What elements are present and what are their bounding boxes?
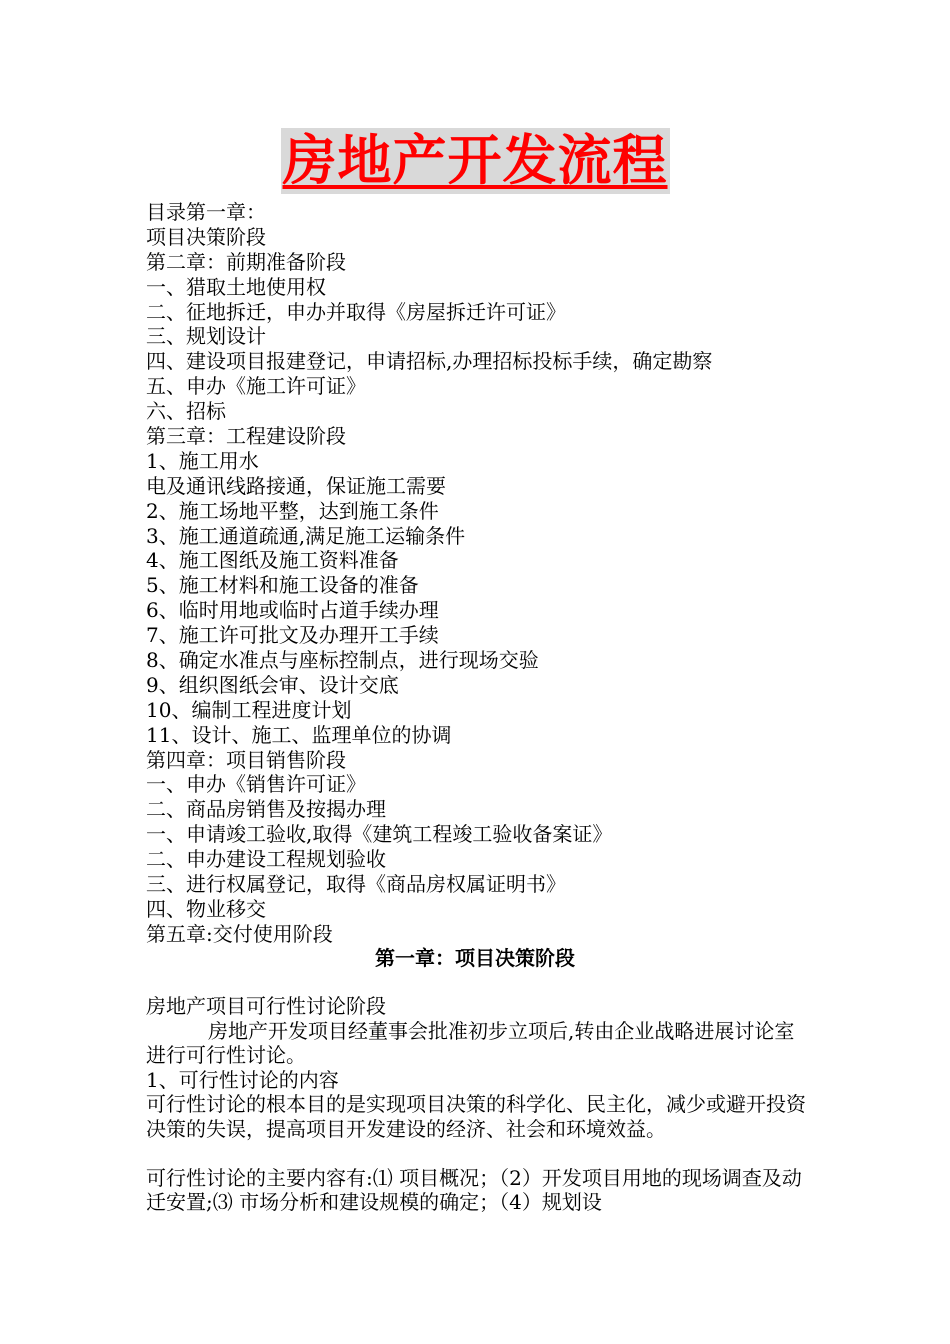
toc-line: 二、征地拆迁，申办并取得《房屋拆迁许可证》 [146,299,566,324]
purpose-paragraph: 可行性讨论的根本目的是实现项目决策的科学化、民主化，减少或避开投资决策的失误，提高项目开发建设的经济、社会和环境效益。 [146,1092,806,1141]
paragraph-gap [146,1141,814,1166]
chapter-heading: 第一章：项目决策阶段 [375,946,575,970]
toc-line: 第四章：项目销售阶段 [146,747,346,772]
document-title: 房地产开发流程 [282,129,668,192]
title-block [0,128,950,194]
toc-line: 一、申请竣工验收,取得《建筑工程竣工验收备案证》 [146,822,613,847]
toc-line: 电及通讯线路接通，保证施工需要 [146,473,446,498]
toc-line: 4、施工图纸及施工资料准备 [146,548,399,573]
toc-line: 五、申办《施工许可证》 [146,374,366,399]
contents-paragraph: 可行性讨论的主要内容有:⑴ 项目概况；（2）开发项目用地的现场调查及动迁安置;⑶ 市场分析和建设规模的确定；（4）规划设 [146,1165,802,1214]
toc-line: 三、规划设计 [146,324,266,349]
toc-line: 目录第一章： [146,200,266,224]
toc-line: 二、申办建设工程规划验收 [146,847,386,872]
toc-line: 第二章：前期准备阶段 [146,249,346,274]
toc-line: 1、施工用水 [146,448,259,473]
toc-line: 5、施工材料和施工设备的准备 [146,573,419,598]
toc-line: 六、招标 [146,399,226,424]
toc-line: 3、施工通道疏通,满足施工运输条件 [146,523,466,548]
table-of-contents [146,200,826,947]
toc-line: 8、确定水准点与座标控制点，进行现场交验 [146,648,539,673]
toc-line: 6、临时用地或临时占道手续办理 [146,598,439,623]
toc-line: 一、猎取土地使用权 [146,274,326,299]
toc-line: 7、施工许可批文及办理开工手续 [146,623,439,648]
section-title: 房地产项目可行性讨论阶段 [146,994,386,1018]
subsection-title: 1、可行性讨论的内容 [146,1067,339,1092]
toc-line: 9、组织图纸会审、设计交底 [146,672,399,697]
toc-line: 四、建设项目报建登记，申请招标,办理招标投标手续，确定勘察 [146,349,713,374]
chapter-body [146,994,814,1215]
toc-line: 一、申办《销售许可证》 [146,772,366,797]
toc-line: 第五章:交付使用阶段 [146,921,333,946]
toc-line: 项目决策阶段 [146,224,266,249]
toc-line: 10、编制工程进度计划 [146,697,352,722]
toc-line: 四、物业移交 [146,896,266,921]
intro-paragraph: 房地产开发项目经董事会批准初步立项后,转由企业战略进展讨论室进行可行性讨论。 [146,1018,795,1067]
toc-line: 二、商品房销售及按揭办理 [146,797,386,822]
toc-line: 11、设计、施工、监理单位的协调 [146,722,452,747]
toc-line: 2、施工场地平整，达到施工条件 [146,498,439,523]
toc-line: 第三章：工程建设阶段 [146,424,346,449]
toc-line: 三、进行权属登记，取得《商品房权属证明书》 [146,872,566,897]
